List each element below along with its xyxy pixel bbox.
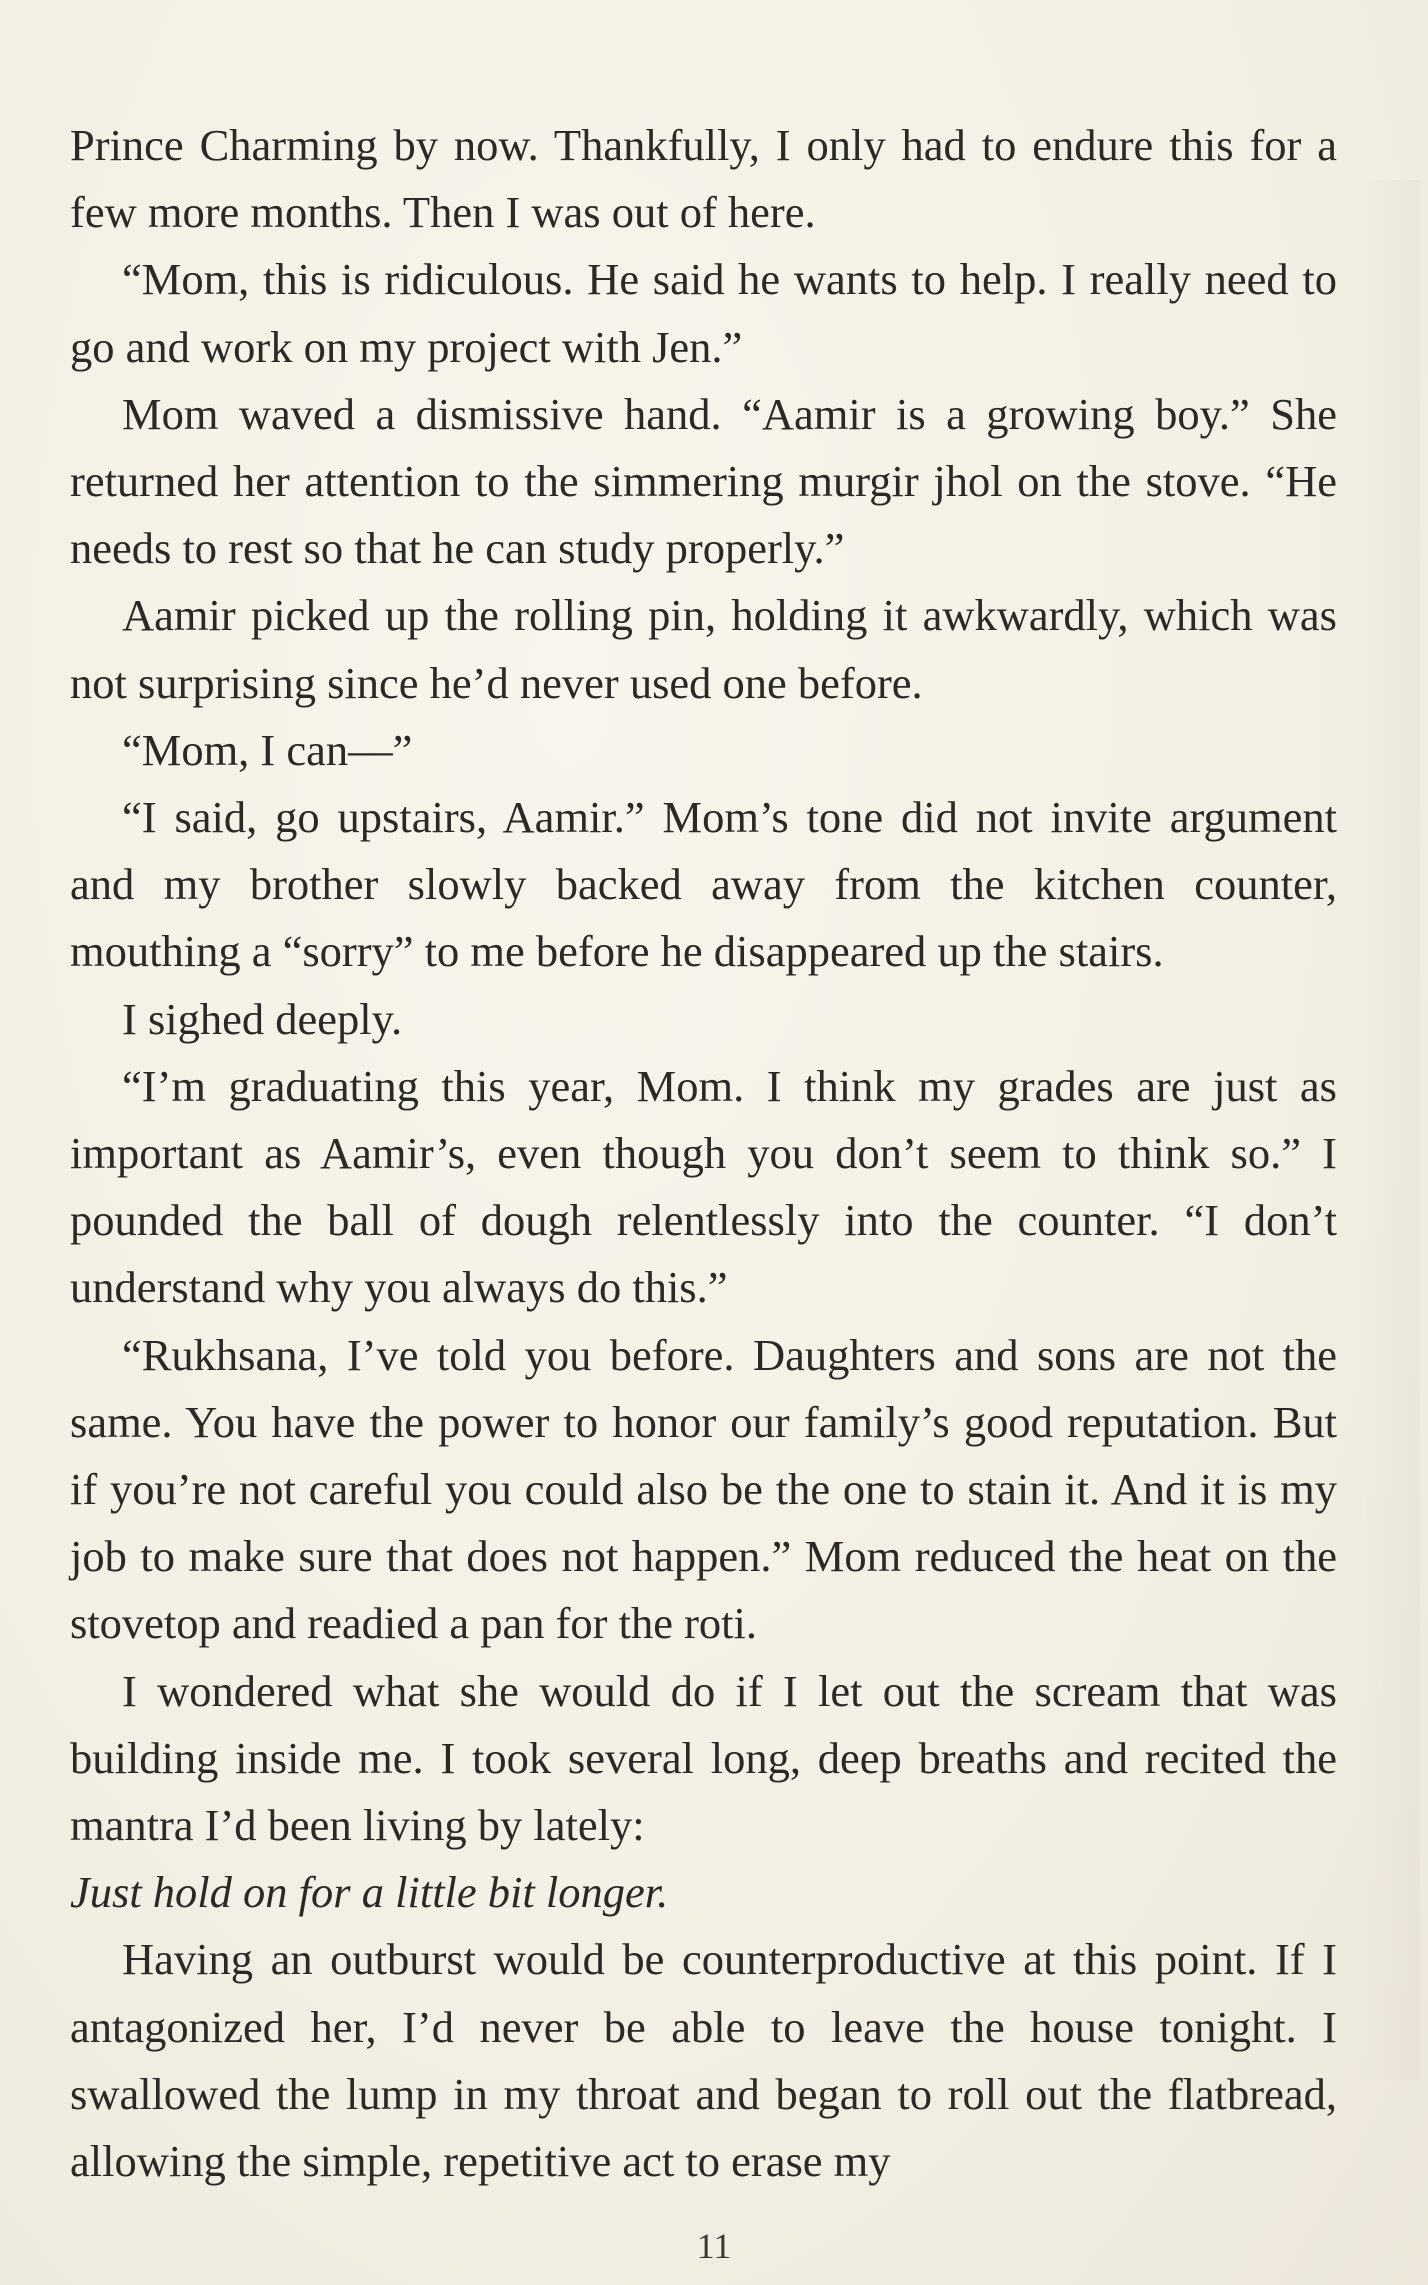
page-number: 11	[696, 2226, 732, 2266]
paragraph: “I said, go upstairs, Aamir.” Mom’s tone did not invite argument and my brother slowly backed away from the kitchen counter, mouthing a “sorry” to me before he disappeared up the stairs.	[70, 792, 1337, 977]
paragraph: Mom waved a dismissive hand. “Aamir is a growing boy.” She returned her attention to the simmering murgir jhol on the stove. “He needs to rest so that he can study properly.”	[70, 388, 1337, 574]
paragraph: Aamir picked up the rolling pin, holding it awkwardly, which was not surprising since he’d never used one before.	[70, 590, 1337, 708]
paragraph: “Mom, I can—”	[122, 724, 413, 775]
paragraph: Prince Charming by now. Thankfully, I only had to endure this for a few more months. Then I was out of here.	[70, 120, 1337, 238]
paragraph: “Mom, this is ridiculous. He said he wants to help. I really need to go and work on my project with Jen.”	[70, 254, 1337, 372]
body-text	[70, 112, 1337, 2195]
page-gutter-shadow	[1360, 180, 1420, 2080]
italic-paragraph: Just hold on for a little bit longer.	[70, 1867, 669, 1918]
paragraph: Having an outburst would be counterproductive at this point. If I antagonized her, I’d never be able to leave the house tonight. I swallowed the lump in my throat and began to roll out the flatbread, allowing the simple, repetitive act to erase my	[70, 1934, 1337, 2187]
paragraph: I sighed deeply.	[122, 993, 403, 1044]
paragraph: “Rukhsana, I’ve told you before. Daughters and sons are not the same. You have the power to honor our family’s good reputation. But if you’re not careful you could also be the one to stain it. And it is my job to make sure that does not happen.” Mom reduced the heat on the stovetop and readied a pan for the roti.	[70, 1329, 1337, 1649]
paragraph: I wondered what she would do if I let out the scream that was building inside me. I took several long, deep breaths and recited the mantra I’d been living by lately:	[70, 1665, 1337, 1851]
paragraph: “I’m graduating this year, Mom. I think my grades are just as important as Aamir’s, even though you don’t seem to think so.” I pounded the ball of dough relentlessly into the counter. “I don’t understand why you always do this.”	[70, 1060, 1337, 1313]
